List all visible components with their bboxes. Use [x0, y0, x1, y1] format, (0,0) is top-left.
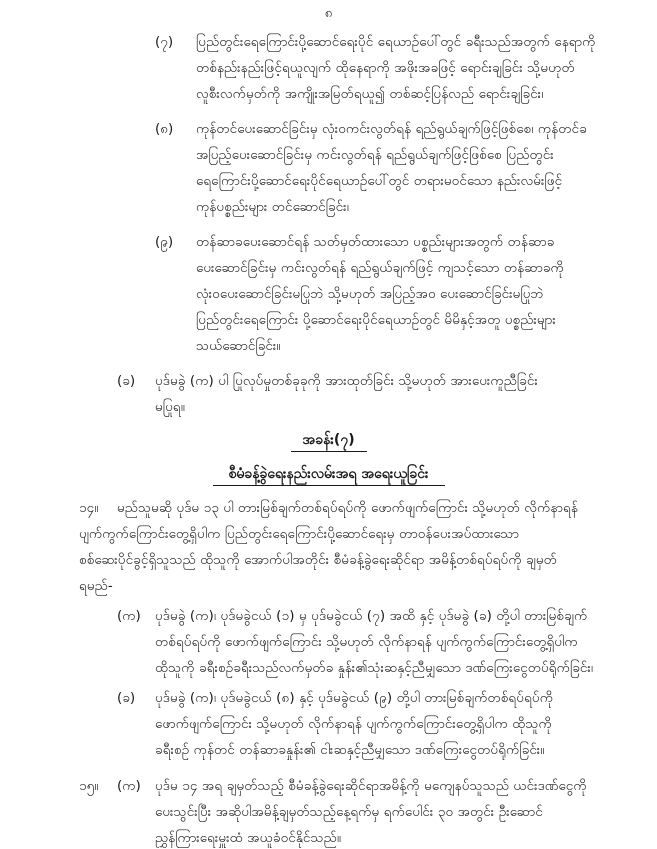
chapter-subtitle: စီမံခန့်ခွဲရေးနည်းလမ်းအရ အရေးယူခြင်း	[228, 466, 429, 482]
item-9-line-5: သယ်ဆောင်ခြင်း။	[196, 338, 281, 354]
item-8-line-2: အပြည့်ပေးဆောင်ခြင်းမှ ကင်းလွတ်ရန် ရည်ရွယ်ချက်ဖြင့်ဖြစ်စေ ပြည်တွင်း	[196, 147, 554, 163]
section-14-line-3: စစ်ဆေးပိုင်ခွင့်ရှိသူသည် ထိုသူကို အောက်ပါအတိုင်း စီမံခန့်ခွဲရေးဆိုင်ရာ အမိန့်တစ်ရပ်ရပ်ကို ချမှတ်	[79, 552, 557, 568]
section-14-marker-a: (က)	[117, 608, 141, 624]
item-9-line-4: ပြည်တွင်းရေကြောင်း ပို့ဆောင်ရေးပိုင်ရေယာဉ်တွင် မိမိနှင့်အတူ ပစ္စည်းများ	[196, 312, 556, 328]
section-15-line-1: ပုဒ်မ ၁၄ အရ ချမှတ်သည့် စီမံခန့်ခွဲရေးဆိုင်ရာအမိန့်ကို မကျေနပ်သူသည် ယင်းဒဏ်ငွေကို	[155, 778, 587, 794]
section-14-a-line-3: ထိုသူကို ခရီးစဉ်ခရီးသည်လက်မှတ်ခ နှုန်း၏သုံးဆနှင့်ညီမျှသော ဒဏ်ကြေးငွေတပ်ရိုက်ခြင်း၊	[155, 660, 594, 676]
section-14-b-line-1: ပုဒ်မခွဲ (က)၊ ပုဒ်မခွဲငယ် (၈) နှင့် ပုဒ်မခွဲငယ် (၉) တို့ပါ တားမြစ်ချက်တစ်ရပ်ရပ်ကို	[155, 690, 554, 706]
section-14-b-line-3: ခရီးစဉ် ကုန်တင် တန်ဆာခနှုန်း၏ ငါးဆနှင့်ညီမျှသော ဒဏ်ကြေးငွေတပ်ရိုက်ခြင်း။	[155, 742, 545, 758]
section-14-a-line-2: တစ်ရပ်ရပ်ကို ဖောက်ဖျက်ကြောင်း သို့မဟုတ် လိုက်နာရန် ပျက်ကွက်ကြောင်းတွေ့ရှိပါက	[155, 634, 578, 650]
section-14-marker-b: (ခ)	[117, 690, 136, 706]
item-marker-8: (၈)	[155, 121, 174, 137]
item-9-line-3: လုံးဝပေးဆောင်ခြင်းမပြုဘဲ သို့မဟုတ် အပြည့်အဝ ပေးဆောင်ခြင်းမပြုဘဲ	[196, 286, 544, 302]
item-8-line-1: ကုန်တင်ပေးဆောင်ခြင်းမှ လုံးဝကင်းလွတ်ရန် ရည်ရွယ်ချက်ဖြင့်ဖြစ်စေ၊ ကုန်တင်ခ	[196, 121, 587, 137]
item-8-line-4: ကုန်ပစ္စည်းများ တင်ဆောင်ခြင်း၊	[196, 199, 349, 215]
item-8-line-3: ရေကြောင်းပို့ဆောင်ရေးပိုင်ရေယာဉ်ပေါ်တွင် တရားမဝင်သော နည်းလမ်းဖြင့်	[196, 173, 563, 189]
section-number-14: ၁၄။	[79, 500, 99, 516]
section-15-marker-a: (က)	[117, 778, 141, 794]
chapter-title: အခန်း(၇)	[302, 432, 355, 448]
item-7-line-3: လူစီးလက်မှတ်ကို အကျိုးအမြတ်ရယူ၍ တစ်ဆင့်ပြန်လည် ရောင်းချခြင်း၊	[196, 86, 544, 102]
page-number: ၈	[324, 6, 333, 21]
subsection-b-line-2: မပြုရ။	[155, 399, 185, 415]
section-14-line-1: မည်သူမဆို ပုဒ်မ ၁၃ ပါ တားမြစ်ချက်တစ်ရပ်ရပ်ကို ဖောက်ဖျက်ကြောင်း သို့မဟုတ် လိုက်နာရန်	[117, 500, 578, 516]
section-14-a-line-1: ပုဒ်မခွဲ (က)၊ ပုဒ်မခွဲငယ် (၁) မှ ပုဒ်မခွဲငယ် (၇) အထိ နှင့် ပုဒ်မခွဲ (ခ) တို့ပါ တားမြစ်ချက်	[155, 608, 588, 624]
section-14-b-line-2: ဖောက်ဖျက်ကြောင်း သို့မဟုတ် လိုက်နာရန် ပျက်ကွက်ကြောင်းတွေ့ရှိပါက ထိုသူကို	[155, 716, 552, 732]
section-14-line-4: ရမည်-	[79, 578, 113, 594]
chapter-title-underline	[291, 451, 367, 452]
item-marker-7: (၇)	[155, 34, 174, 50]
section-14-line-2: ပျက်ကွက်ကြောင်းတွေ့ရှိပါက ပြည်တွင်းရေကြောင်းပို့ဆောင်ရေးမှ တာဝန်ပေးအပ်ထားသော	[79, 526, 520, 542]
section-number-15: ၁၅။	[79, 778, 99, 794]
item-9-line-1: တန်ဆာခပေးဆောင်ရန် သတ်မှတ်ထားသော ပစ္စည်းများအတွက် တန်ဆာခ	[196, 234, 555, 250]
subsection-b-line-1: ပုဒ်မခွဲ (က) ပါ ပြုလုပ်မှုတစ်ခုခုကို အားထုတ်ခြင်း သို့မဟုတ် အားပေးကူညီခြင်း	[155, 373, 538, 389]
item-7-line-1: ပြည်တွင်းရေကြောင်းပို့ဆောင်ရေးပိုင် ရေယာဉ်ပေါ်တွင် ခရီးသည်အတွက် နေရာကို	[196, 34, 596, 50]
item-9-line-2: ပေးဆောင်ခြင်းမှ ကင်းလွတ်ရန် ရည်ရွယ်ချက်ဖြင့် ကျသင့်သော တန်ဆာခကို	[196, 260, 564, 276]
section-15-line-3: ညွှန်ကြားရေးမှူးထံ အယူခံဝင်နိုင်သည်။	[155, 830, 341, 846]
chapter-subtitle-underline	[213, 485, 445, 486]
item-7-line-2: တစ်နည်းနည်းဖြင့်ရယူလျက် ထိုနေရာကို အဖိုးအခဖြင့် ရောင်းချခြင်း သို့မဟုတ်	[196, 60, 575, 76]
subsection-marker-b: (ခ)	[117, 373, 136, 389]
item-marker-9: (၉)	[155, 234, 174, 250]
section-15-line-2: ပေးသွင်းပြီး အဆိုပါအမိန့်ချမှတ်သည့်နေ့ရက်မှ ရက်ပေါင်း ၃၀ အတွင်း ဦးဆောင်	[155, 804, 543, 820]
